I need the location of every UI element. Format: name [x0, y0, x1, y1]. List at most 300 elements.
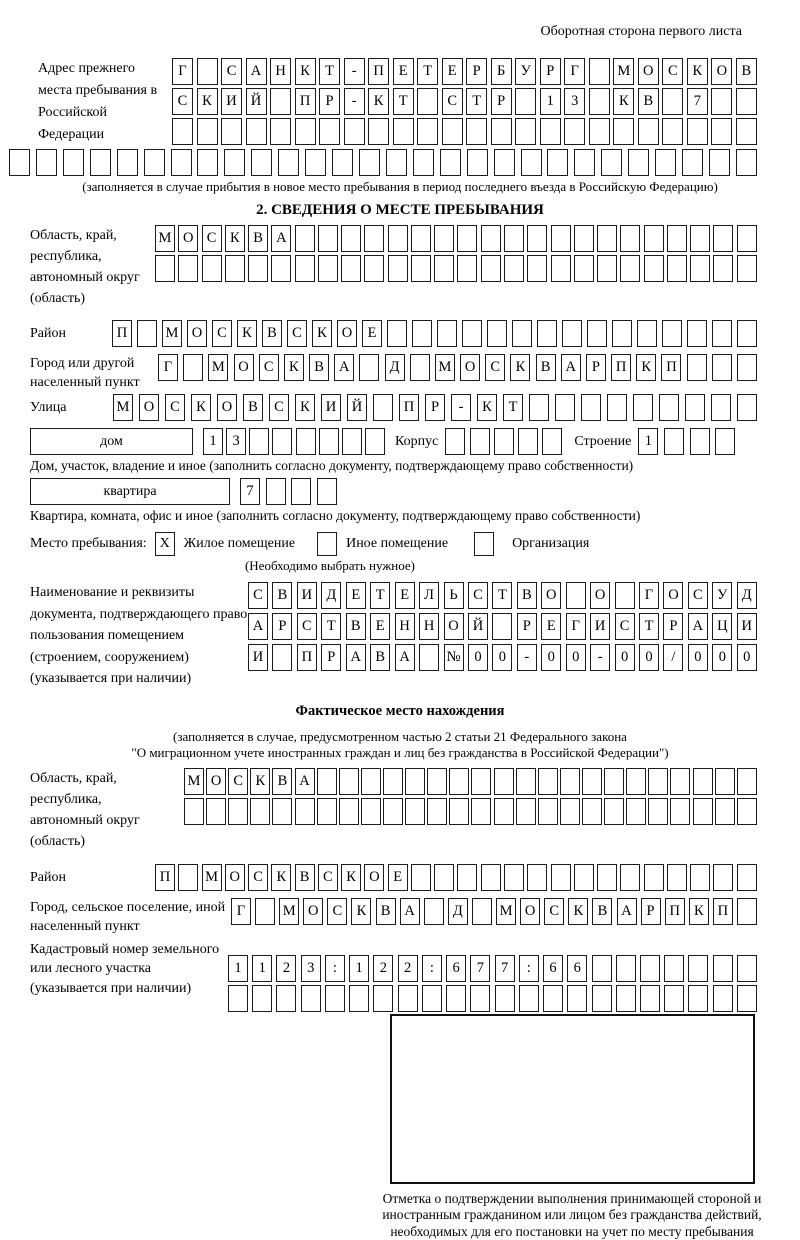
- char-cell[interactable]: [670, 768, 690, 795]
- char-cell[interactable]: В: [638, 88, 659, 115]
- char-cell[interactable]: К: [510, 354, 530, 381]
- char-cell[interactable]: [271, 255, 291, 282]
- char-cell[interactable]: [411, 864, 431, 891]
- char-cell[interactable]: Г: [566, 613, 586, 640]
- char-cell[interactable]: [445, 428, 465, 455]
- char-cell[interactable]: [495, 985, 515, 1012]
- char-cell[interactable]: [272, 428, 292, 455]
- char-cell[interactable]: [481, 255, 501, 282]
- char-cell[interactable]: [393, 118, 414, 145]
- char-cell[interactable]: [467, 149, 488, 176]
- char-cell[interactable]: [472, 898, 492, 925]
- char-cell[interactable]: К: [295, 58, 316, 85]
- char-cell[interactable]: М: [162, 320, 182, 347]
- char-cell[interactable]: [616, 955, 636, 982]
- char-cell[interactable]: А: [248, 613, 268, 640]
- char-cell[interactable]: А: [271, 225, 291, 252]
- char-cell[interactable]: С: [544, 898, 564, 925]
- char-cell[interactable]: [659, 394, 679, 421]
- char-cell[interactable]: [589, 118, 610, 145]
- char-cell[interactable]: П: [713, 898, 733, 925]
- char-cell[interactable]: 0: [712, 644, 732, 671]
- char-cell[interactable]: [736, 149, 757, 176]
- char-cell[interactable]: М: [613, 58, 634, 85]
- char-cell[interactable]: Т: [393, 88, 414, 115]
- char-cell[interactable]: О: [187, 320, 207, 347]
- char-cell[interactable]: [342, 428, 362, 455]
- checkbox-zhiloe[interactable]: X: [155, 532, 175, 556]
- char-cell[interactable]: К: [689, 898, 709, 925]
- char-cell[interactable]: [713, 255, 733, 282]
- char-cell[interactable]: [538, 798, 558, 825]
- char-cell[interactable]: А: [295, 768, 315, 795]
- char-cell[interactable]: [197, 118, 218, 145]
- char-cell[interactable]: [620, 864, 640, 891]
- checkbox-inoe[interactable]: [317, 532, 337, 556]
- char-cell[interactable]: С: [202, 225, 222, 252]
- char-cell[interactable]: С: [221, 58, 242, 85]
- char-cell[interactable]: Е: [346, 582, 366, 609]
- char-cell[interactable]: [373, 985, 393, 1012]
- char-cell[interactable]: 6: [567, 955, 587, 982]
- char-cell[interactable]: [417, 118, 438, 145]
- char-cell[interactable]: [662, 88, 683, 115]
- char-cell[interactable]: [144, 149, 165, 176]
- char-cell[interactable]: А: [617, 898, 637, 925]
- char-cell[interactable]: [562, 320, 582, 347]
- char-cell[interactable]: [589, 58, 610, 85]
- char-cell[interactable]: И: [297, 582, 317, 609]
- char-cell[interactable]: П: [297, 644, 317, 671]
- char-cell[interactable]: К: [271, 864, 291, 891]
- char-cell[interactable]: С: [327, 898, 347, 925]
- char-cell[interactable]: О: [337, 320, 357, 347]
- char-cell[interactable]: [690, 255, 710, 282]
- char-cell[interactable]: [713, 225, 733, 252]
- char-cell[interactable]: А: [400, 898, 420, 925]
- char-cell[interactable]: В: [272, 582, 292, 609]
- char-cell[interactable]: Е: [395, 582, 415, 609]
- char-cell[interactable]: [564, 118, 585, 145]
- char-cell[interactable]: [737, 864, 757, 891]
- char-cell[interactable]: С: [228, 768, 248, 795]
- char-cell[interactable]: С: [468, 582, 488, 609]
- char-cell[interactable]: Р: [491, 88, 512, 115]
- char-cell[interactable]: Т: [492, 582, 512, 609]
- char-cell[interactable]: :: [422, 955, 442, 982]
- char-cell[interactable]: [516, 768, 536, 795]
- char-cell[interactable]: [398, 985, 418, 1012]
- char-cell[interactable]: [387, 320, 407, 347]
- char-cell[interactable]: А: [688, 613, 708, 640]
- char-cell[interactable]: В: [536, 354, 556, 381]
- char-cell[interactable]: [737, 798, 757, 825]
- char-cell[interactable]: [317, 478, 337, 505]
- char-cell[interactable]: [325, 985, 345, 1012]
- char-cell[interactable]: [667, 255, 687, 282]
- char-cell[interactable]: Г: [564, 58, 585, 85]
- char-cell[interactable]: О: [225, 864, 245, 891]
- char-cell[interactable]: [664, 955, 684, 982]
- char-cell[interactable]: В: [592, 898, 612, 925]
- char-cell[interactable]: В: [736, 58, 757, 85]
- char-cell[interactable]: [597, 864, 617, 891]
- char-cell[interactable]: [670, 798, 690, 825]
- char-cell[interactable]: 7: [240, 478, 260, 505]
- char-cell[interactable]: [249, 428, 269, 455]
- char-cell[interactable]: [687, 354, 707, 381]
- char-cell[interactable]: В: [272, 768, 292, 795]
- char-cell[interactable]: [685, 394, 705, 421]
- char-cell[interactable]: [512, 320, 532, 347]
- char-cell[interactable]: -: [517, 644, 537, 671]
- char-cell[interactable]: [221, 118, 242, 145]
- char-cell[interactable]: [471, 798, 491, 825]
- char-cell[interactable]: [178, 864, 198, 891]
- char-cell[interactable]: [206, 798, 226, 825]
- char-cell[interactable]: В: [517, 582, 537, 609]
- char-cell[interactable]: К: [237, 320, 257, 347]
- char-cell[interactable]: [276, 985, 296, 1012]
- char-cell[interactable]: [349, 985, 369, 1012]
- char-cell[interactable]: [278, 149, 299, 176]
- char-cell[interactable]: [9, 149, 30, 176]
- char-cell[interactable]: 0: [615, 644, 635, 671]
- char-cell[interactable]: [481, 225, 501, 252]
- char-cell[interactable]: 6: [446, 955, 466, 982]
- char-cell[interactable]: [633, 394, 653, 421]
- char-cell[interactable]: [434, 225, 454, 252]
- char-cell[interactable]: [693, 768, 713, 795]
- char-cell[interactable]: М: [279, 898, 299, 925]
- char-cell[interactable]: Е: [388, 864, 408, 891]
- char-cell[interactable]: [515, 88, 536, 115]
- char-cell[interactable]: И: [321, 394, 341, 421]
- char-cell[interactable]: [737, 985, 757, 1012]
- char-cell[interactable]: 1: [540, 88, 561, 115]
- char-cell[interactable]: И: [737, 613, 757, 640]
- char-cell[interactable]: Н: [270, 58, 291, 85]
- char-cell[interactable]: О: [541, 582, 561, 609]
- char-cell[interactable]: /: [663, 644, 683, 671]
- checkbox-organizacia[interactable]: [474, 532, 494, 556]
- char-cell[interactable]: :: [519, 955, 539, 982]
- char-cell[interactable]: [515, 118, 536, 145]
- char-cell[interactable]: О: [364, 864, 384, 891]
- char-cell[interactable]: Р: [540, 58, 561, 85]
- char-cell[interactable]: М: [184, 768, 204, 795]
- char-cell[interactable]: [737, 955, 757, 982]
- char-cell[interactable]: [411, 225, 431, 252]
- char-cell[interactable]: [171, 149, 192, 176]
- char-cell[interactable]: [270, 88, 291, 115]
- char-cell[interactable]: В: [309, 354, 329, 381]
- char-cell[interactable]: К: [568, 898, 588, 925]
- char-cell[interactable]: [318, 225, 338, 252]
- char-cell[interactable]: [197, 58, 218, 85]
- char-cell[interactable]: [662, 118, 683, 145]
- char-cell[interactable]: [504, 864, 524, 891]
- char-cell[interactable]: [295, 798, 315, 825]
- char-cell[interactable]: [690, 225, 710, 252]
- char-cell[interactable]: О: [638, 58, 659, 85]
- char-cell[interactable]: М: [155, 225, 175, 252]
- char-cell[interactable]: 0: [737, 644, 757, 671]
- char-cell[interactable]: [693, 798, 713, 825]
- char-cell[interactable]: Б: [491, 58, 512, 85]
- char-cell[interactable]: [491, 118, 512, 145]
- char-cell[interactable]: Д: [448, 898, 468, 925]
- char-cell[interactable]: [386, 149, 407, 176]
- char-cell[interactable]: [612, 320, 632, 347]
- char-cell[interactable]: [487, 320, 507, 347]
- char-cell[interactable]: [615, 582, 635, 609]
- char-cell[interactable]: [737, 898, 757, 925]
- char-cell[interactable]: 1: [203, 428, 223, 455]
- char-cell[interactable]: [688, 955, 708, 982]
- char-cell[interactable]: [626, 768, 646, 795]
- char-cell[interactable]: [542, 428, 562, 455]
- char-cell[interactable]: 2: [373, 955, 393, 982]
- char-cell[interactable]: [574, 149, 595, 176]
- char-cell[interactable]: О: [590, 582, 610, 609]
- char-cell[interactable]: К: [284, 354, 304, 381]
- char-cell[interactable]: [521, 149, 542, 176]
- char-cell[interactable]: Т: [466, 88, 487, 115]
- char-cell[interactable]: О: [663, 582, 683, 609]
- char-cell[interactable]: С: [485, 354, 505, 381]
- char-cell[interactable]: Л: [419, 582, 439, 609]
- char-cell[interactable]: [266, 478, 286, 505]
- char-cell[interactable]: Г: [172, 58, 193, 85]
- char-cell[interactable]: С: [318, 864, 338, 891]
- char-cell[interactable]: В: [262, 320, 282, 347]
- char-cell[interactable]: [582, 768, 602, 795]
- char-cell[interactable]: [405, 798, 425, 825]
- char-cell[interactable]: С: [662, 58, 683, 85]
- char-cell[interactable]: [620, 225, 640, 252]
- char-cell[interactable]: -: [590, 644, 610, 671]
- char-cell[interactable]: [737, 225, 757, 252]
- char-cell[interactable]: 0: [492, 644, 512, 671]
- char-cell[interactable]: Г: [231, 898, 251, 925]
- char-cell[interactable]: В: [295, 864, 315, 891]
- char-cell[interactable]: [137, 320, 157, 347]
- char-cell[interactable]: [413, 149, 434, 176]
- char-cell[interactable]: П: [661, 354, 681, 381]
- char-cell[interactable]: Г: [639, 582, 659, 609]
- char-cell[interactable]: П: [399, 394, 419, 421]
- char-cell[interactable]: [317, 768, 337, 795]
- char-cell[interactable]: [662, 320, 682, 347]
- char-cell[interactable]: Н: [419, 613, 439, 640]
- char-cell[interactable]: Т: [321, 613, 341, 640]
- char-cell[interactable]: Е: [370, 613, 390, 640]
- char-cell[interactable]: [712, 320, 732, 347]
- char-cell[interactable]: [36, 149, 57, 176]
- char-cell[interactable]: [184, 798, 204, 825]
- char-cell[interactable]: [574, 225, 594, 252]
- char-cell[interactable]: [419, 644, 439, 671]
- char-cell[interactable]: 3: [564, 88, 585, 115]
- char-cell[interactable]: Д: [385, 354, 405, 381]
- char-cell[interactable]: Р: [425, 394, 445, 421]
- char-cell[interactable]: С: [165, 394, 185, 421]
- char-cell[interactable]: [713, 985, 733, 1012]
- char-cell[interactable]: Р: [272, 613, 292, 640]
- char-cell[interactable]: [457, 255, 477, 282]
- char-cell[interactable]: [364, 255, 384, 282]
- char-cell[interactable]: [359, 149, 380, 176]
- char-cell[interactable]: №: [444, 644, 464, 671]
- char-cell[interactable]: 1: [228, 955, 248, 982]
- char-cell[interactable]: -: [451, 394, 471, 421]
- char-cell[interactable]: [446, 985, 466, 1012]
- char-cell[interactable]: К: [225, 225, 245, 252]
- char-cell[interactable]: [417, 88, 438, 115]
- char-cell[interactable]: [434, 255, 454, 282]
- char-cell[interactable]: [529, 394, 549, 421]
- char-cell[interactable]: [228, 985, 248, 1012]
- char-cell[interactable]: [527, 225, 547, 252]
- char-cell[interactable]: [540, 118, 561, 145]
- char-cell[interactable]: О: [234, 354, 254, 381]
- char-cell[interactable]: [582, 798, 602, 825]
- char-cell[interactable]: [383, 768, 403, 795]
- char-cell[interactable]: М: [496, 898, 516, 925]
- char-cell[interactable]: [737, 394, 757, 421]
- char-cell[interactable]: Р: [319, 88, 340, 115]
- char-cell[interactable]: Н: [395, 613, 415, 640]
- char-cell[interactable]: [664, 428, 684, 455]
- char-cell[interactable]: [466, 118, 487, 145]
- char-cell[interactable]: [427, 798, 447, 825]
- char-cell[interactable]: [457, 225, 477, 252]
- char-cell[interactable]: К: [368, 88, 389, 115]
- char-cell[interactable]: [581, 394, 601, 421]
- char-cell[interactable]: [255, 898, 275, 925]
- char-cell[interactable]: В: [248, 225, 268, 252]
- char-cell[interactable]: О: [444, 613, 464, 640]
- char-cell[interactable]: [737, 320, 757, 347]
- char-cell[interactable]: [248, 255, 268, 282]
- char-cell[interactable]: К: [295, 394, 315, 421]
- char-cell[interactable]: [638, 118, 659, 145]
- char-cell[interactable]: [566, 582, 586, 609]
- char-cell[interactable]: У: [515, 58, 536, 85]
- char-cell[interactable]: М: [113, 394, 133, 421]
- char-cell[interactable]: [183, 354, 203, 381]
- char-cell[interactable]: [711, 88, 732, 115]
- char-cell[interactable]: [457, 864, 477, 891]
- char-cell[interactable]: П: [155, 864, 175, 891]
- char-cell[interactable]: [270, 118, 291, 145]
- char-cell[interactable]: К: [613, 88, 634, 115]
- char-cell[interactable]: У: [712, 582, 732, 609]
- char-cell[interactable]: [709, 149, 730, 176]
- char-cell[interactable]: А: [346, 644, 366, 671]
- char-cell[interactable]: Е: [362, 320, 382, 347]
- char-cell[interactable]: [711, 394, 731, 421]
- char-cell[interactable]: Ц: [712, 613, 732, 640]
- char-cell[interactable]: Т: [370, 582, 390, 609]
- char-cell[interactable]: С: [442, 88, 463, 115]
- char-cell[interactable]: [518, 428, 538, 455]
- char-cell[interactable]: И: [248, 644, 268, 671]
- char-cell[interactable]: [538, 768, 558, 795]
- char-cell[interactable]: [543, 985, 563, 1012]
- char-cell[interactable]: [667, 225, 687, 252]
- char-cell[interactable]: [664, 985, 684, 1012]
- char-cell[interactable]: [442, 118, 463, 145]
- char-cell[interactable]: [736, 88, 757, 115]
- char-cell[interactable]: Т: [417, 58, 438, 85]
- char-cell[interactable]: [492, 613, 512, 640]
- char-cell[interactable]: Р: [321, 644, 341, 671]
- char-cell[interactable]: [470, 985, 490, 1012]
- char-cell[interactable]: [527, 864, 547, 891]
- char-cell[interactable]: А: [334, 354, 354, 381]
- char-cell[interactable]: С: [269, 394, 289, 421]
- char-cell[interactable]: [574, 864, 594, 891]
- char-cell[interactable]: [648, 768, 668, 795]
- char-cell[interactable]: К: [351, 898, 371, 925]
- char-cell[interactable]: [427, 768, 447, 795]
- char-cell[interactable]: [440, 149, 461, 176]
- char-cell[interactable]: 7: [470, 955, 490, 982]
- char-cell[interactable]: [607, 394, 627, 421]
- char-cell[interactable]: Г: [158, 354, 178, 381]
- char-cell[interactable]: 0: [639, 644, 659, 671]
- char-cell[interactable]: Р: [466, 58, 487, 85]
- char-cell[interactable]: [551, 255, 571, 282]
- char-cell[interactable]: 0: [468, 644, 488, 671]
- char-cell[interactable]: О: [520, 898, 540, 925]
- char-cell[interactable]: [494, 428, 514, 455]
- char-cell[interactable]: [90, 149, 111, 176]
- char-cell[interactable]: М: [208, 354, 228, 381]
- char-cell[interactable]: 0: [688, 644, 708, 671]
- char-cell[interactable]: 1: [349, 955, 369, 982]
- char-cell[interactable]: О: [711, 58, 732, 85]
- char-cell[interactable]: П: [611, 354, 631, 381]
- char-cell[interactable]: [251, 149, 272, 176]
- char-cell[interactable]: 3: [226, 428, 246, 455]
- char-cell[interactable]: Т: [319, 58, 340, 85]
- char-cell[interactable]: [449, 798, 469, 825]
- char-cell[interactable]: [504, 225, 524, 252]
- char-cell[interactable]: 2: [276, 955, 296, 982]
- char-cell[interactable]: [547, 149, 568, 176]
- char-cell[interactable]: [225, 255, 245, 282]
- char-cell[interactable]: [613, 118, 634, 145]
- char-cell[interactable]: Е: [541, 613, 561, 640]
- char-cell[interactable]: 7: [495, 955, 515, 982]
- char-cell[interactable]: [301, 985, 321, 1012]
- char-cell[interactable]: [667, 864, 687, 891]
- char-cell[interactable]: Т: [639, 613, 659, 640]
- char-cell[interactable]: П: [112, 320, 132, 347]
- char-cell[interactable]: [597, 255, 617, 282]
- char-cell[interactable]: 2: [398, 955, 418, 982]
- char-cell[interactable]: [637, 320, 657, 347]
- char-cell[interactable]: В: [243, 394, 263, 421]
- char-cell[interactable]: [341, 255, 361, 282]
- char-cell[interactable]: [178, 255, 198, 282]
- char-cell[interactable]: [640, 985, 660, 1012]
- char-cell[interactable]: Е: [393, 58, 414, 85]
- char-cell[interactable]: [410, 354, 430, 381]
